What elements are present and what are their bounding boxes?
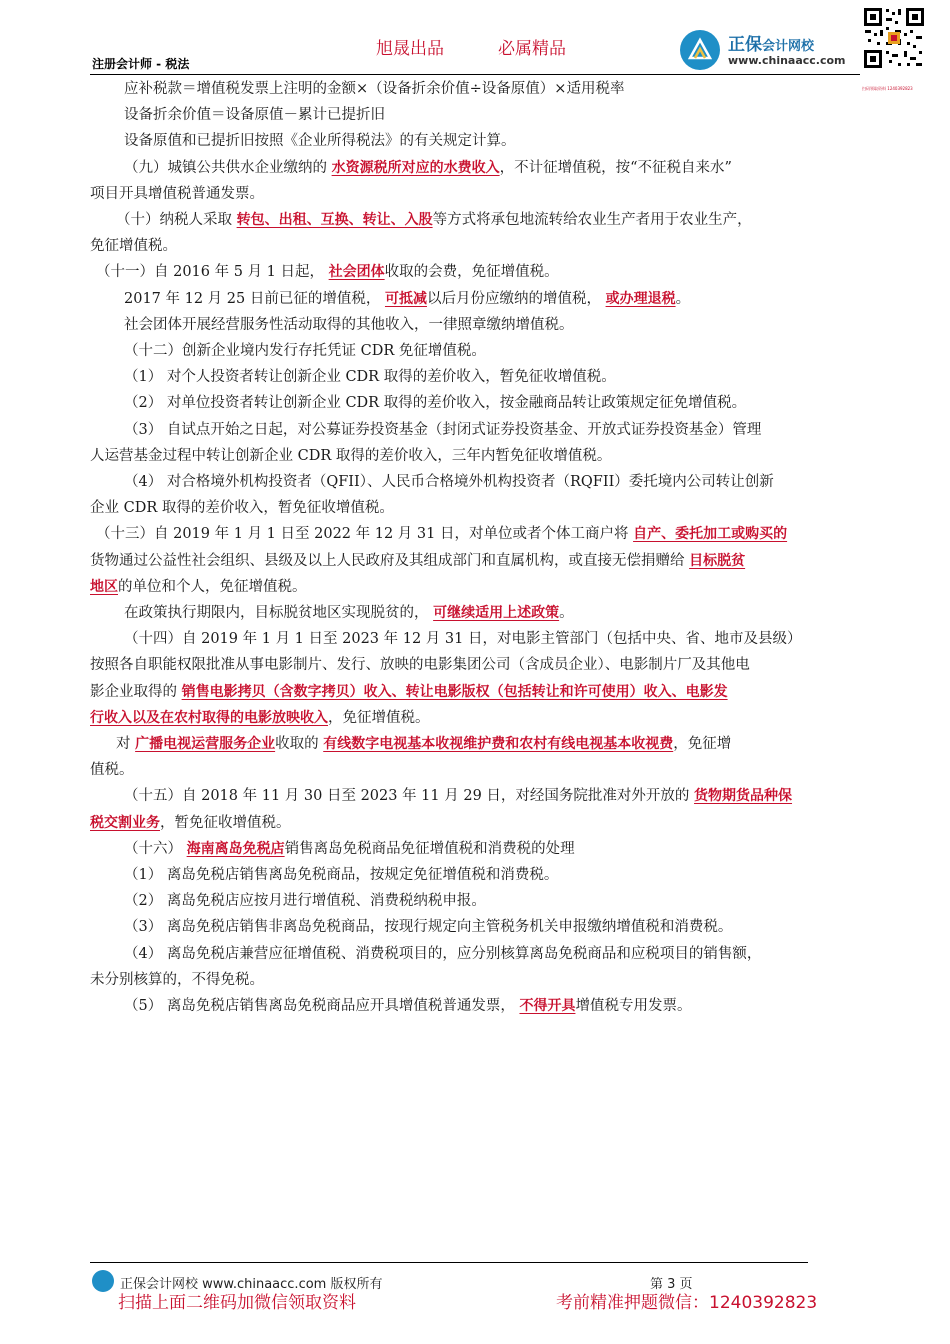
text-segment: （十二）创新企业境内发行存托凭证 CDR 免征增值税。 [124,343,486,359]
highlighted-term: 水资源税所对应的水费收入 [331,159,500,176]
text-segment: ，免征增值税。 [328,709,430,726]
text-segment: 项目开具增值税普通发票。 [90,185,264,202]
highlighted-term: 目标脱贫 [689,552,746,569]
text-line [90,445,611,467]
text-line [90,733,731,755]
text-segment: ，免征增 [673,736,732,752]
text-segment: 影企业取得的 [90,683,182,700]
text-line [90,497,394,519]
text-segment: （4） 离岛免税店兼营应征增值税、消费税项目的，应分别核算离岛免税商品和应税项目的销售额， [124,945,762,962]
text-segment: 值税。 [90,762,134,779]
text-segment: （3） 离岛免税店销售非离岛免税商品，按现行规定向主管税务机关申报缴纳增值税和消费税。 [124,919,733,936]
brand-name-main: 正保 [728,35,762,55]
text-segment: （4） 对合格境外机构投资者（QFII）、人民币合格境外机构投资者（RQFII）委托境内公司转让创新 [124,474,774,490]
text-segment: 设备原值和已提折旧按照《企业所得税法》的有关规定计算。 [124,133,516,150]
text-line [90,969,264,991]
text-segment: 免征增值税。 [90,238,177,255]
brand-logo-icon [680,30,720,70]
highlighted-term: 行收入以及在农村取得的电影放映收入 [90,709,328,726]
text-line [90,812,291,834]
text-segment: 增值税专用发票。 [575,998,692,1014]
highlighted-term: 不得开具 [519,998,576,1014]
highlighted-term: 或办理退税 [605,290,676,307]
footer-divider [90,1262,808,1263]
text-segment: （2） 对单位投资者转让创新企业 CDR 取得的差价收入，按金融商品转让政策规定征免增值税。 [124,395,747,412]
highlighted-term: 社会团体 [328,264,385,281]
text-segment: （2） 离岛免税店应按月进行增值税、消费税纳税申报。 [124,893,486,910]
text-segment: （十一）自 2016 年 5 月 1 日起， [96,264,329,281]
text-segment: 应补税款＝增值税发票上注明的金额×（设备折余价值÷设备原值）×适用税率 [124,81,625,97]
highlighted-term: 地区 [90,578,118,595]
text-line [90,78,624,100]
text-segment: （1） 对个人投资者转让创新企业 CDR 取得的差价收入，暂免征收增值税。 [124,369,616,386]
highlighted-term: 海南离岛免税店 [186,840,285,857]
text-line [90,130,516,152]
text-segment: 的单位和个人，免征增值税。 [118,578,307,595]
highlighted-term: 自产、委托加工或购买的 [633,526,788,543]
text-segment: 在政策执行期限内，目标脱贫地区实现脱贫的， [124,605,434,621]
text-segment: ，暂免征收增值税。 [160,814,291,831]
qr-note: 扫码领取资料 1240392823 [862,86,913,91]
text-line [90,681,728,703]
brand-url: www.chinaacc.com [728,54,846,67]
text-line [90,104,385,126]
highlighted-term: 广播电视运营服务企业 [135,736,276,752]
highlighted-term: 税交割业务 [90,814,160,831]
text-line [90,314,574,336]
text-line [90,288,690,310]
highlighted-term: 有线数字电视基本收视维护费和农村有线电视基本收视费 [323,736,674,752]
text-segment: （十）纳税人采取 [116,212,237,228]
text-segment: 社会团体开展经营服务性活动取得的其他收入，一律照章缴纳增值税。 [124,316,574,333]
highlighted-term: 货物期货品种保 [694,788,793,805]
text-line [90,550,745,572]
promo-left: 扫描上面二维码加微信领取资料 [118,1293,356,1313]
text-line [90,759,134,781]
text-segment: （十五）自 2018 年 11 月 30 日至 2023 年 11 月 29 日，对经国务院批准对外开放的 [124,788,695,805]
text-line [90,471,774,493]
text-segment: 销售离岛免税商品免征增值税和消费税的处理 [284,840,575,857]
promo-right: 考前精准押题微信：1240392823 [556,1293,818,1313]
text-segment: 对 [116,736,136,752]
text-line [90,366,616,388]
text-segment: 。 [675,290,691,307]
text-line [90,838,575,860]
text-line [90,707,430,729]
text-line [90,602,574,624]
text-line [90,628,801,650]
text-line [90,157,732,179]
highlighted-term: 可继续适用上述政策 [433,605,560,621]
brand-name-sub: 会计网校 [762,39,815,54]
text-line [90,340,486,362]
text-segment: 。 [559,605,574,621]
text-line [90,209,752,231]
text-segment: 企业 CDR 取得的差价收入，暂免征收增值税。 [90,500,394,517]
text-segment: 以后月份应缴纳的增值税， [426,290,606,307]
text-line [90,235,177,257]
text-line [90,261,559,283]
brand-logo[interactable] [680,26,860,74]
footer-logo-icon [92,1270,114,1292]
text-segment: 2017 年 12 月 25 日前已征的增值税， [124,290,385,307]
page-number: 第 3 页 [650,1277,693,1292]
course-title: 注册会计师 - 税法 [92,57,190,71]
qr-code-icon[interactable] [862,6,926,70]
text-segment: ，不计征增值税，按“不征税自来水” [499,159,732,176]
text-segment: （5） 离岛免税店销售离岛免税商品应开具增值税普通发票， [124,998,520,1014]
header-divider [90,74,860,75]
text-line [90,183,264,205]
text-line [90,654,750,676]
highlighted-term: 转包、出租、互换、转让、入股 [236,212,433,228]
text-segment: 设备折余价值＝设备原值－累计已提折旧 [124,107,385,124]
text-line [90,890,486,912]
text-line [90,943,761,965]
text-segment: 货物通过公益性社会组织、县级及以上人民政府及其组成部门和直属机构，或直接无偿捐赠给 [90,552,690,569]
header-slogan-right: 必属精品 [498,39,566,59]
text-segment: 收取的会费，免征增值税。 [384,264,559,281]
highlighted-term: 销售电影拷贝（含数字拷贝）收入、转让电影版权（包括转让和许可使用）收入、电影发 [181,683,728,700]
text-segment: 未分别核算的，不得免税。 [90,971,264,988]
text-line [90,392,746,414]
text-segment: （十三）自 2019 年 1 月 1 日至 2022 年 12 月 31 日，对单位或者个体工商户将 [96,526,634,543]
text-segment: （1） 离岛免税店销售离岛免税商品，按规定免征增值税和消费税。 [124,867,559,883]
text-segment: 人运营基金过程中转让创新企业 CDR 取得的差价收入，三年内暂免征收增值税。 [90,447,612,464]
text-segment: 收取的 [275,736,324,752]
text-segment: （十六） [124,840,187,857]
text-segment: 等方式将承包地流转给农业生产者用于农业生产， [432,212,752,228]
brand-name [728,30,814,55]
text-line [90,419,761,441]
highlighted-term: 可抵减 [384,290,427,307]
text-line [90,785,792,807]
text-line [90,523,787,545]
text-line [90,864,558,886]
footer-copyright: 正保会计网校 www.chinaacc.com 版权所有 [120,1277,383,1292]
text-line [90,916,732,938]
text-segment: 按照各自职能权限批准从事电影制片、发行、放映的电影集团公司（含成员企业）、电影制片厂及其他电 [90,657,750,674]
header-slogan-left: 旭晟出品 [376,39,444,59]
text-segment: （十四）自 2019 年 1 月 1 日至 2023 年 12 月 31 日，对电影主管部门（包括中央、省、地市及县级） [124,631,802,648]
text-line [90,576,307,598]
text-segment: （3） 自试点开始之日起，对公募证券投资基金（封闭式证券投资基金、开放式证券投资基金）管理 [124,421,762,438]
text-segment: （九）城镇公共供水企业缴纳的 [124,159,332,176]
text-line [90,995,691,1017]
